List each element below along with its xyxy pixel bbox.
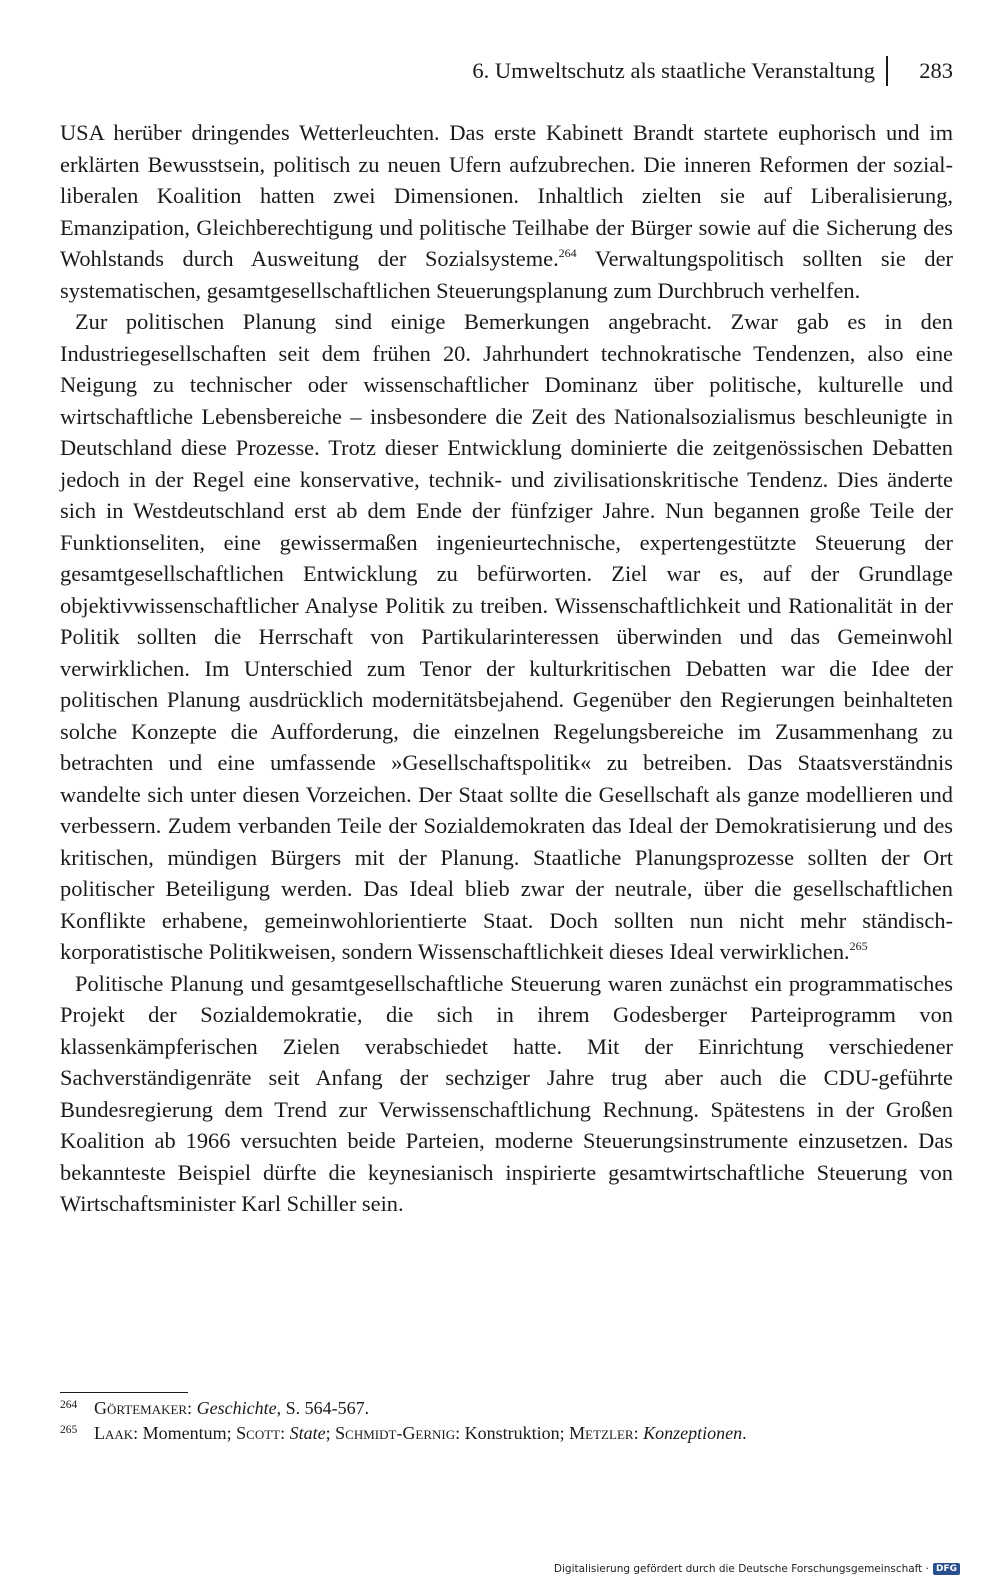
footnote-author: Schmidt-Gernig	[335, 1423, 456, 1443]
footnote-title: Konzeptionen	[643, 1423, 743, 1443]
footnote-text: :	[633, 1423, 644, 1443]
paragraph-3-text: Politische Planung und gesamtgesellschaftliche Steuerung waren zunächst ein programmatisches Projekt der Sozialdemokratie, die sich in ihrem Godesberger Parteiprogramm von klassenkämpferischen Zielen verabschiedet hatte. Mit der Einrichtung verschiedener Sachverständigenräte seit Anfang der sechziger Jahre trug aber auch die CDU-geführte Bundesregierung dem Trend zur Verwissenschaftlichung Rechnung. Spätestens in der Großen Koalition ab 1966 versuchten beide Parteien, moderne Steuerungsinstrumente einzusetzen. Das bekannteste Beispiel dürfte die keynesianisch inspirierte gesamtwirtschaftliche Steuerung von Wirtschaftsminister Karl Schiller sein.	[60, 970, 953, 1216]
paragraph-2-text: Zur politischen Planung sind einige Bemerkungen angebracht. Zwar gab es in den Industriegesellschaften seit dem frühen 20. Jahrhundert technokratische Tendenzen, also eine Neigung zu technischer oder wissenschaftlicher Dominanz über politische, kulturelle und wirtschaftliche Lebensbereiche – insbesondere die Zeit des Nationalsozialismus beschleunigte in Deutschland diese Prozesse. Trotz dieser Entwicklung dominierte die zeitgenössischen Debatten jedoch in der Regel eine konservative, technik- und zivilisationskritische Tendenz. Dies änderte sich in Westdeutschland erst ab dem Ende der fünfziger Jahre. Nun begannen große Teile der Funktionseliten, eine gewissermaßen ingenieurtechnische, expertengestützte Steuerung der gesamtgesellschaftlichen Entwicklung zu befürworten. Ziel war es, auf der Grundlage objektivwissenschaftlicher Analyse Politik zu treiben. Wissenschaftlichkeit und Rationalität in der Politik sollten die Herrschaft von Partikularinteressen überwinden und das Gemeinwohl verwirklichen. Im Unterschied zum Tenor der kulturkritischen Debatten war die Idee der politischen Planung ausdrücklich modernitätsbejahend. Gegenüber den Regierungen beinhalteten solche Konzepte die Aufforderung, die einzelnen Regelungsbereiche im Zusammenhang zu betrachten und eine umfassende »Gesellschaftspolitik« zu betreiben. Das Staatsverständnis wandelte sich unter diesen Vorzeichen. Der Staat sollte die Gesellschaft als ganze modellieren und verbessern. Zudem verbanden Teile der Sozialdemokraten das Ideal der Demokratisierung und des kritischen, mündigen Bürgers mit der Planung. Staatliche Planungsprozesse sollten der Ort politischer Beteiligung werden. Das Ideal blieb zwar der neutrale, über die gesellschaftlichen Konflikte erhabene, gemeinwohlorientierte Staat. Doch sollten nun nicht mehr ständisch-korporatistische Politikweisen, sondern Wissenschaftlichkeit dieses Ideal verwirklichen.	[60, 309, 953, 964]
paragraph-2	[60, 306, 953, 968]
paragraph-1-text-a: USA herüber dringendes Wetterleuchten. Das erste Kabinett Brandt startete euphorisch und im erklärten Bewusstsein, politisch zu neuen Ufern aufzubrechen. Die inneren Reformen der sozial-liberalen Koalition hatten zwei Dimensionen. Inhaltlich zielten sie auf Liberalisierung, Emanzipation, Gleichberechtigung und politische Teilhabe der Bürger sowie auf die Sicherung des Wohlstands durch Ausweitung der Sozialsysteme.	[60, 120, 953, 271]
footnotes	[60, 1396, 953, 1446]
main-text	[60, 117, 953, 1220]
digitization-credit	[554, 1563, 960, 1575]
footnote-text: .	[742, 1423, 747, 1443]
footnote-author: Laak	[94, 1423, 134, 1443]
page-number: 283	[919, 58, 953, 83]
footnote-title: Geschichte	[196, 1398, 277, 1418]
footnote-author: Metzler	[569, 1423, 634, 1443]
footnote-265	[60, 1421, 953, 1446]
footnote-number: 265	[60, 1424, 78, 1436]
footnote-text: :	[280, 1423, 290, 1443]
footnote-text: :	[187, 1398, 197, 1418]
header-divider	[886, 56, 888, 86]
chapter-title: 6. Umweltschutz als staatliche Veranstaltung	[472, 58, 875, 83]
footnote-ref-264: 264	[558, 246, 577, 260]
credit-text: Digitalisierung gefördert durch die Deutsche Forschungsgemeinschaft ·	[553, 1563, 929, 1575]
footnote-264	[60, 1396, 953, 1421]
dfg-logo-icon: DFG	[933, 1563, 960, 1575]
paragraph-1-text-b: Verwaltungspolitisch sollten sie der systematischen, gesamtgesellschaftlichen Steuerungsplanung zum Durchbruch verhelfen.	[60, 246, 953, 303]
paragraph-3	[60, 968, 953, 1220]
footnote-text: : Konstruktion;	[455, 1423, 570, 1443]
footnote-author: Görtemaker	[94, 1398, 188, 1418]
footnote-number: 264	[60, 1399, 78, 1411]
footnote-text: ;	[325, 1423, 336, 1443]
paragraph-1	[60, 117, 953, 306]
footnote-text: : Momentum;	[133, 1423, 237, 1443]
footnote-author: Scott	[236, 1423, 281, 1443]
footnote-ref-265: 265	[849, 939, 868, 953]
running-header	[60, 54, 953, 88]
footnote-separator	[60, 1392, 188, 1393]
footnote-text: , S. 564-567.	[276, 1398, 370, 1418]
footnote-title: State	[289, 1423, 326, 1443]
